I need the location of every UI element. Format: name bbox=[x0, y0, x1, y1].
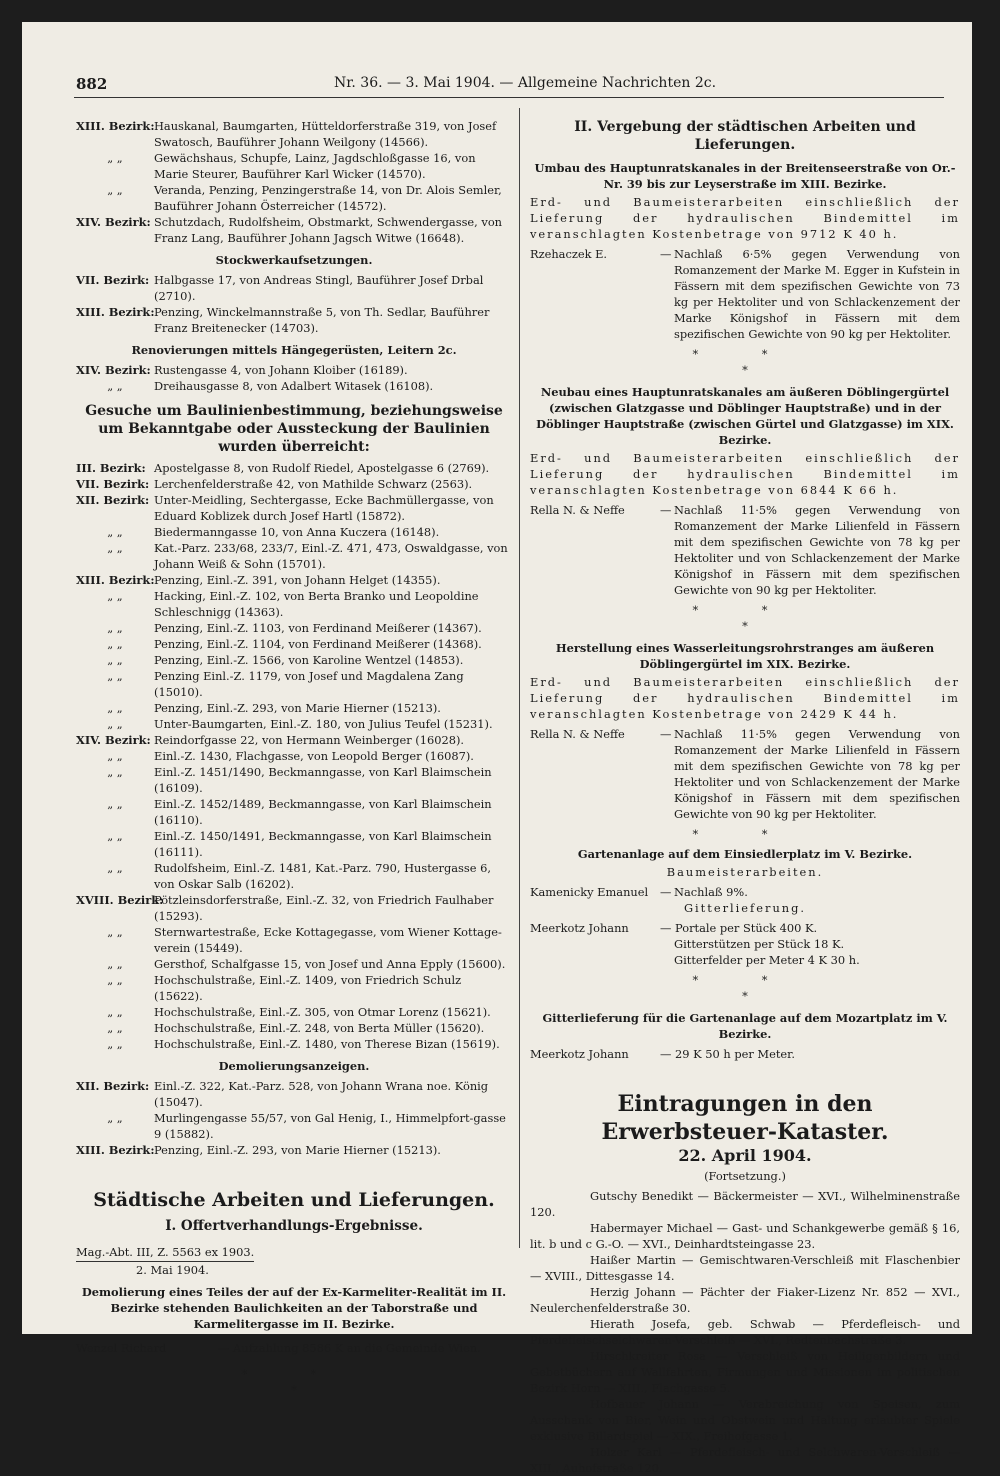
list-item bbox=[76, 182, 512, 214]
district-label: „ „ bbox=[107, 1005, 123, 1019]
entry-text: Penzing, Einl.-Z. 1103, von Ferdinand Meißerer (14367). bbox=[154, 621, 482, 635]
entry-text: Schutzdach, Rudolfsheim, Obstmarkt, Schwendergasse, von Franz Lang, Bauführer Johann Jagsch Witwe (16648). bbox=[154, 215, 503, 245]
running-header: Nr. 36. — 3. Mai 1904. — Allgemeine Nachrichten 2c. bbox=[334, 75, 717, 91]
district-label: „ „ bbox=[107, 765, 123, 779]
mag-reference: Mag.-Abt. III, Z. 5563 ex 1903. bbox=[76, 1244, 254, 1262]
entry-text: Penzing, Winckelmannstraße 5, von Th. Sedlar, Bauführer Franz Breitenecker (14703). bbox=[154, 305, 490, 335]
district-label: „ „ bbox=[107, 379, 123, 393]
entry-text: Halbgasse 17, von Andreas Stingl, Bauführer Josef Drbal (2710). bbox=[154, 273, 484, 303]
entry-text: Rudolfsheim, Einl.-Z. 1481, Kat.-Parz. 790, Hustergasse 6, von Oskar Salb (16202). bbox=[154, 861, 491, 891]
baulinien-list bbox=[76, 460, 512, 1052]
entry-text: Kat.-Parz. 233/68, 233/7, Einl.-Z. 471, 473, Oswaldgasse, von Johann Weiß & Sohn (15701). bbox=[154, 541, 508, 571]
district-label: XIII. Bezirk: bbox=[76, 573, 155, 587]
entry-text: Hochschulstraße, Einl.-Z. 1480, von Therese Bizan (15619). bbox=[154, 1037, 500, 1051]
section-subtitle-offert: I. Offertverhandlungs-Ergebnisse. bbox=[165, 1218, 423, 1234]
project-3-terms: Nachlaß 11·5% gegen Verwendung von Romanzement der Marke Lilienfeld in Fässern mit dem spezifischen Gewichte von 78 kg per Hektoliter und von Schlackenzement der Marke Königshof in Fässern mit dem spezifischen Gewichte von 90 kg per Hektoliter. bbox=[674, 727, 960, 821]
entry-text: Einl.-Z. 1452/1489, Beckmanngasse, von Karl Blaimschein (16110). bbox=[154, 797, 492, 827]
kataster-entry: Herzig Johann — Pächter der Fiaker-Lizenz Nr. 852 — XVI., Neulerchenfelderstraße 30. bbox=[530, 1285, 960, 1315]
list-item bbox=[76, 700, 512, 716]
section-title-staedtische: Städtische Arbeiten und Lieferungen. bbox=[93, 1189, 495, 1211]
list-item bbox=[76, 118, 512, 150]
demolierung-list bbox=[76, 1078, 512, 1158]
district-label: „ „ bbox=[107, 653, 123, 667]
list-item bbox=[76, 362, 512, 378]
district-label: XIII. Bezirk: bbox=[76, 119, 155, 133]
list-item bbox=[76, 1142, 512, 1158]
heading-demolierung: Demolierungsanzeigen. bbox=[218, 1059, 370, 1073]
demolition-title: Demolierung eines Teiles der auf der Ex-Karmeliter-Realität im II. Bezirke stehenden Baulichkeiten an der Taborstraße und Karmelitergasse im II. Bezirke. bbox=[81, 1285, 507, 1331]
kataster-date: 22. April 1904. bbox=[678, 1146, 812, 1165]
district-label: „ „ bbox=[107, 701, 123, 715]
list-item bbox=[76, 828, 512, 860]
project-4-offer-1: Kamenicky Emanuel — Nachlaß 9%. bbox=[530, 884, 960, 900]
project-3-bidder: Rella N. & Neffe bbox=[530, 727, 625, 741]
district-label: „ „ bbox=[107, 973, 123, 987]
separator-stars: * * bbox=[692, 973, 798, 987]
list-item bbox=[76, 214, 512, 246]
district-label: „ „ bbox=[107, 1021, 123, 1035]
list-item bbox=[76, 892, 512, 924]
separator-stars: * * bbox=[692, 347, 798, 361]
kataster-entry: Hofbauer Johann — Verabreichung von Speisen, zum Ausschank von Bier, Wein und Obstwein und Haltung erlaubter Spiele exklusive Billardspiel — XIX., Freihofgasse 1. bbox=[530, 1397, 960, 1443]
district-label: „ „ bbox=[107, 717, 123, 731]
list-item bbox=[76, 272, 512, 304]
price-line: Gitterstützen per Stück 18 K. bbox=[674, 937, 845, 951]
project-2-title: Neubau eines Hauptunratskanales am äußeren Döblingergürtel (zwischen Glatzgasse und Döblinger Hauptstraße) und in der Döblinger Hauptstraße (zwischen Gürtel und Glatzgasse) im XIX. Bezirke. bbox=[536, 385, 954, 447]
list-item bbox=[76, 524, 512, 540]
kataster-entry: Holzer Karl — Pferdefleisch- und Selchwaren-Verschleiß — XIII., Auhofstraße 120. bbox=[530, 1445, 960, 1475]
entry-text: Hauskanal, Baumgarten, Hütteldorferstraße 319, von Josef Swatosch, Bauführer Johann Weilgony (14566). bbox=[154, 119, 497, 149]
district-label: VII. Bezirk: bbox=[76, 477, 150, 491]
district-label: „ „ bbox=[107, 589, 123, 603]
district-label: „ „ bbox=[107, 621, 123, 635]
district-label: „ „ bbox=[107, 525, 123, 539]
price-line: Gitterfelder per Meter 4 K 30 h. bbox=[674, 953, 860, 967]
list-item bbox=[76, 956, 512, 972]
list-item bbox=[76, 476, 512, 492]
district-label: III. Bezirk: bbox=[76, 461, 146, 475]
list-item bbox=[76, 492, 512, 524]
list-item bbox=[76, 1110, 512, 1142]
project-1-title: Umbau des Hauptunratskanales in der Breitenseerstraße von Or.-Nr. 39 bis zur Leyserstraße im XIII. Bezirke. bbox=[534, 161, 956, 191]
list-item bbox=[76, 972, 512, 1004]
project-1-desc: Erd- und Baumeisterarbeiten einschließlich der Lieferung der hydraulischen Bindemittel im veranschlagten Kostenbetrage von 9712 K 40 h. bbox=[530, 195, 960, 241]
entry-text: Unter-Meidling, Sechtergasse, Ecke Bachmüllergasse, von Eduard Koblizek durch Josef Hartl (15872). bbox=[154, 493, 494, 523]
list-item bbox=[76, 764, 512, 796]
project-5-bidder: Meerkotz Johann bbox=[530, 1047, 629, 1061]
section-title-kataster: Eintragungen in den Erwerbsteuer-Kataster. bbox=[601, 1091, 889, 1145]
project-4-terms-1: Nachlaß 9%. bbox=[674, 885, 748, 899]
district-label: XIV. Bezirk: bbox=[76, 733, 151, 747]
separator-stars: * * bbox=[692, 603, 798, 617]
permits-list bbox=[76, 118, 512, 246]
separator-stars: * * bbox=[241, 1367, 347, 1381]
kataster-entry: Habermayer Michael — Gast- und Schankgewerbe gemäß § 16, lit. b und c G.-O. — XVI., Deinhardtsteingasse 23. bbox=[530, 1221, 960, 1251]
renovierungen-list bbox=[76, 362, 512, 394]
district-label: „ „ bbox=[107, 151, 123, 165]
stockwerk-list bbox=[76, 272, 512, 336]
district-label: „ „ bbox=[107, 541, 123, 555]
district-label: XVIII. Bezirk: bbox=[76, 893, 164, 907]
entry-text: Hochschulstraße, Einl.-Z. 248, von Berta Müller (15620). bbox=[154, 1021, 485, 1035]
district-label: XIII. Bezirk: bbox=[76, 1143, 155, 1157]
district-label: „ „ bbox=[107, 829, 123, 843]
kataster-entry: Hirschkreiter Rosa — Verschleiß von Heiligenbildern und Gebetbüchern auf Wallfahrten, Firmungen und Missionen im politischen Bezirk Horn — XIII., Flachgasse 5. bbox=[530, 1349, 960, 1395]
project-2-desc: Erd- und Baumeisterarbeiten einschließlich der Lieferung der hydraulischen Bindemittel im veranschlagten Kostenbetrage von 6844 K 66 h. bbox=[530, 451, 960, 497]
entry-text: Penzing, Einl.-Z. 1566, von Karoline Wentzel (14853). bbox=[154, 653, 464, 667]
continuation-note: (Fortsetzung.) bbox=[704, 1169, 786, 1183]
list-item bbox=[76, 378, 512, 394]
entry-text: Gewächshaus, Schupfe, Lainz, Jagdschloßgasse 16, von Marie Steurer, Bauführer Karl Wicker (14570). bbox=[154, 151, 476, 181]
separator-star: * bbox=[291, 1383, 297, 1397]
list-item bbox=[76, 304, 512, 336]
project-3-desc: Erd- und Baumeisterarbeiten einschließlich der Lieferung der hydraulischen Bindemittel im veranschlagten Kostenbetrage von 2429 K 44 h. bbox=[530, 675, 960, 721]
project-1-terms: Nachlaß 6·5% gegen Verwendung von Romanzement der Marke M. Egger in Kufstein in Fässern mit dem spezifischen Gewichte von 73 kg per Hektoliter und von Schlackenzement der Marke Königshof in Fässern mit dem spezifischen Gewichte von 90 kg per Hektoliter. bbox=[674, 247, 960, 341]
project-1-offer: Rzehaczek E. — Nachlaß 6·5% gegen Verwendung von Romanzement der Marke M. Egger in Kufstein in Fässern mit dem spezifischen Gewichte von 73 kg per Hektoliter und von Schlackenzement der Marke Königshof in Fässern mit dem spezifischen Gewichte von 90 kg per Hektoliter. bbox=[530, 247, 960, 341]
entry-text: Murlingengasse 55/57, von Gal Henig, I., Himmelpfort-gasse 9 (15882). bbox=[154, 1111, 506, 1141]
project-2-terms: Nachlaß 11·5% gegen Verwendung von Romanzement der Marke Lilienfeld in Fässern mit dem spezifischen Gewichte von 78 kg per Hektoliter und von Schlackenzement der Marke Königshof in Fässern mit dem spezifischen Gewichte von 90 kg per Hektoliter. bbox=[674, 503, 960, 597]
entry-text: Penzing Einl.-Z. 1179, von Josef und Magdalena Zang (15010). bbox=[154, 669, 464, 699]
district-label: „ „ bbox=[107, 957, 123, 971]
district-label: „ „ bbox=[107, 861, 123, 875]
entry-text: Penzing, Einl.-Z. 293, von Marie Hierner (15213). bbox=[154, 1143, 441, 1157]
heading-baulinien: Gesuche um Baulinienbestimmung, beziehungsweise um Bekanntgabe oder Aussteckung der Baulinien wurden überreicht: bbox=[85, 403, 503, 455]
project-5-terms: — 29 K 50 h per Meter. bbox=[660, 1047, 795, 1061]
project-2-bidder: Rella N. & Neffe bbox=[530, 503, 625, 517]
list-item bbox=[76, 924, 512, 956]
heading-stockwerk: Stockwerkaufsetzungen. bbox=[215, 253, 373, 267]
project-4-subhead-2: Gitterlieferung. bbox=[683, 901, 807, 915]
project-4-subhead-1: Baumeisterarbeiten. bbox=[666, 865, 824, 879]
list-item bbox=[76, 796, 512, 828]
list-item bbox=[76, 1078, 512, 1110]
entry-text: Unter-Baumgarten, Einl.-Z. 180, von Julius Teufel (15231). bbox=[154, 717, 493, 731]
list-item bbox=[76, 748, 512, 764]
project-3-offer: Rella N. & Neffe — Nachlaß 11·5% gegen Verwendung von Romanzement der Marke Lilienfeld in Fässern mit dem spezifischen Gewichte von 78 kg per Hektoliter und von Schlackenzement der Marke Königshof in Fässern mit dem spezifischen Gewichte von 90 kg per Hektoliter. bbox=[530, 727, 960, 821]
district-label: „ „ bbox=[107, 637, 123, 651]
list-item bbox=[76, 1036, 512, 1052]
district-label: VII. Bezirk: bbox=[76, 273, 150, 287]
project-4-bidder-2: Meerkotz Johann bbox=[530, 921, 629, 935]
entry-text: Penzing, Einl.-Z. 293, von Marie Hierner (15213). bbox=[154, 701, 441, 715]
list-item bbox=[76, 620, 512, 636]
entry-text: Penzing, Einl.-Z. 391, von Johann Helget (14355). bbox=[154, 573, 441, 587]
entry-text: Gersthof, Schalfgasse 15, von Josef und Anna Epply (15600). bbox=[154, 957, 506, 971]
heading-renovierungen: Renovierungen mittels Hängegerüsten, Leitern 2c. bbox=[131, 343, 457, 357]
entry-text: Hochschulstraße, Einl.-Z. 1409, von Friedrich Schulz (15622). bbox=[154, 973, 462, 1003]
header-rule bbox=[74, 97, 944, 98]
entry-text: Lerchenfelderstraße 42, von Mathilde Schwarz (2563). bbox=[154, 477, 473, 491]
list-item bbox=[76, 540, 512, 572]
kataster-entry: Haißer Martin — Gemischtwaren-Verschleiß mit Flaschenbier — XVIII., Dittesgasse 14. bbox=[530, 1253, 960, 1283]
entry-text: Einl.-Z. 322, Kat.-Parz. 528, von Johann Wrana noe. König (15047). bbox=[154, 1079, 489, 1109]
mag-date: 2. Mai 1904. bbox=[136, 1263, 209, 1277]
entry-text: Pötzleinsdorferstraße, Einl.-Z. 32, von Friedrich Faulhaber (15293). bbox=[154, 893, 494, 923]
separator-star: * bbox=[742, 989, 748, 1003]
entry-text: Veranda, Penzing, Penzingerstraße 14, von Dr. Alois Semler, Bauführer Johann Österreicher (14572). bbox=[154, 183, 502, 213]
project-1-bidder: Rzehaczek E. bbox=[530, 247, 608, 261]
district-label: „ „ bbox=[107, 183, 123, 197]
district-label: „ „ bbox=[107, 749, 123, 763]
heading-vergebung: II. Vergebung der städtischen Arbeiten und Lieferungen. bbox=[574, 119, 916, 153]
list-item bbox=[76, 716, 512, 732]
kataster-entries bbox=[530, 1188, 960, 1476]
list-item bbox=[76, 150, 512, 182]
project-2-offer: Rella N. & Neffe — Nachlaß 11·5% gegen Verwendung von Romanzement der Marke Lilienfeld in Fässern mit dem spezifischen Gewichte von 78 kg per Hektoliter und von Schlackenzement der Marke Königshof in Fässern mit dem spezifischen Gewichte von 90 kg per Hektoliter. bbox=[530, 503, 960, 597]
district-label: XIV. Bezirk: bbox=[76, 215, 151, 229]
entry-text: Sternwartestraße, Ecke Kottagegasse, vom Wiener Kottage-verein (15449). bbox=[154, 925, 502, 955]
entry-text: Apostelgasse 8, von Rudolf Riedel, Apostelgasse 6 (2769). bbox=[154, 461, 490, 475]
project-4-bidder-1: Kamenicky Emanuel bbox=[530, 885, 649, 899]
list-item bbox=[76, 588, 512, 620]
column-rule bbox=[519, 108, 520, 1248]
list-item bbox=[76, 668, 512, 700]
list-item bbox=[76, 572, 512, 588]
price-line: — Portale per Stück 400 K. bbox=[660, 921, 818, 935]
district-label: „ „ bbox=[107, 797, 123, 811]
project-5-title: Gitterlieferung für die Gartenanlage auf dem Mozartplatz im V. Bezirke. bbox=[542, 1011, 948, 1041]
district-label: „ „ bbox=[107, 1111, 123, 1125]
district-label: XIII. Bezirk: bbox=[76, 305, 155, 319]
entry-text: Hacking, Einl.-Z. 102, von Berta Branko und Leopoldine Schleschnigg (14363). bbox=[154, 589, 479, 619]
project-4-title: Gartenanlage auf dem Einsiedlerplatz im V. Bezirke. bbox=[577, 847, 913, 861]
list-item bbox=[76, 636, 512, 652]
separator-star: * bbox=[742, 619, 748, 633]
entry-text: Einl.-Z. 1451/1490, Beckmanngasse, von Karl Blaimschein (16109). bbox=[154, 765, 492, 795]
list-item bbox=[76, 460, 512, 476]
district-label: XIV. Bezirk: bbox=[76, 363, 151, 377]
district-label: XII. Bezirk: bbox=[76, 1079, 150, 1093]
list-item bbox=[76, 652, 512, 668]
result-text: — Aufzahlung 8586 K an die Gemeinde Wien. bbox=[218, 1341, 481, 1355]
list-item bbox=[76, 732, 512, 748]
kataster-entry: Gutschy Benedikt — Bäckermeister — XVI., Wilhelminenstraße 120. bbox=[530, 1189, 960, 1219]
project-4-price-lines bbox=[660, 920, 960, 968]
list-item bbox=[76, 860, 512, 892]
entry-text: Reindorfgasse 22, von Hermann Weinberger (16028). bbox=[154, 733, 465, 747]
page-number: 882 bbox=[76, 75, 108, 93]
separator-stars: * * bbox=[692, 827, 798, 841]
result-name: Wenzel Richard bbox=[76, 1341, 167, 1355]
entry-text: Rustengasse 4, von Johann Kloiber (16189). bbox=[154, 363, 408, 377]
list-item bbox=[76, 1020, 512, 1036]
project-3-title: Herstellung eines Wasserleitungsrohrstranges am äußeren Döblingergürtel im XIX. Bezirke. bbox=[555, 641, 935, 671]
project-4-offer-2 bbox=[530, 920, 960, 968]
separator-star: * bbox=[742, 363, 748, 377]
entry-text: Penzing, Einl.-Z. 1104, von Ferdinand Meißerer (14368). bbox=[154, 637, 482, 651]
kataster-entry: Hierath Josefa, geb. Schwab — Pferdefleisch- und Pferdefleischselchwaren-Verschleiß — XVI., Redtenbachstraße 3. bbox=[530, 1317, 960, 1347]
entry-text: Dreihausgasse 8, von Adalbert Witasek (16108). bbox=[154, 379, 434, 393]
district-label: „ „ bbox=[107, 669, 123, 683]
right-column bbox=[530, 118, 960, 1476]
entry-text: Hochschulstraße, Einl.-Z. 305, von Otmar Lorenz (15621). bbox=[154, 1005, 491, 1019]
newspaper-page bbox=[22, 22, 972, 1475]
entry-text: Einl.-Z. 1430, Flachgasse, von Leopold Berger (16087). bbox=[154, 749, 474, 763]
district-label: XII. Bezirk: bbox=[76, 493, 150, 507]
entry-text: Biedermanngasse 10, von Anna Kuczera (16148). bbox=[154, 525, 440, 539]
entry-text: Einl.-Z. 1450/1491, Beckmanngasse, von Karl Blaimschein (16111). bbox=[154, 829, 492, 859]
district-label: „ „ bbox=[107, 1037, 123, 1051]
list-item bbox=[76, 1004, 512, 1020]
district-label: „ „ bbox=[107, 925, 123, 939]
left-column bbox=[76, 118, 512, 1404]
result-row bbox=[76, 1340, 512, 1356]
project-5-offer bbox=[530, 1046, 960, 1062]
